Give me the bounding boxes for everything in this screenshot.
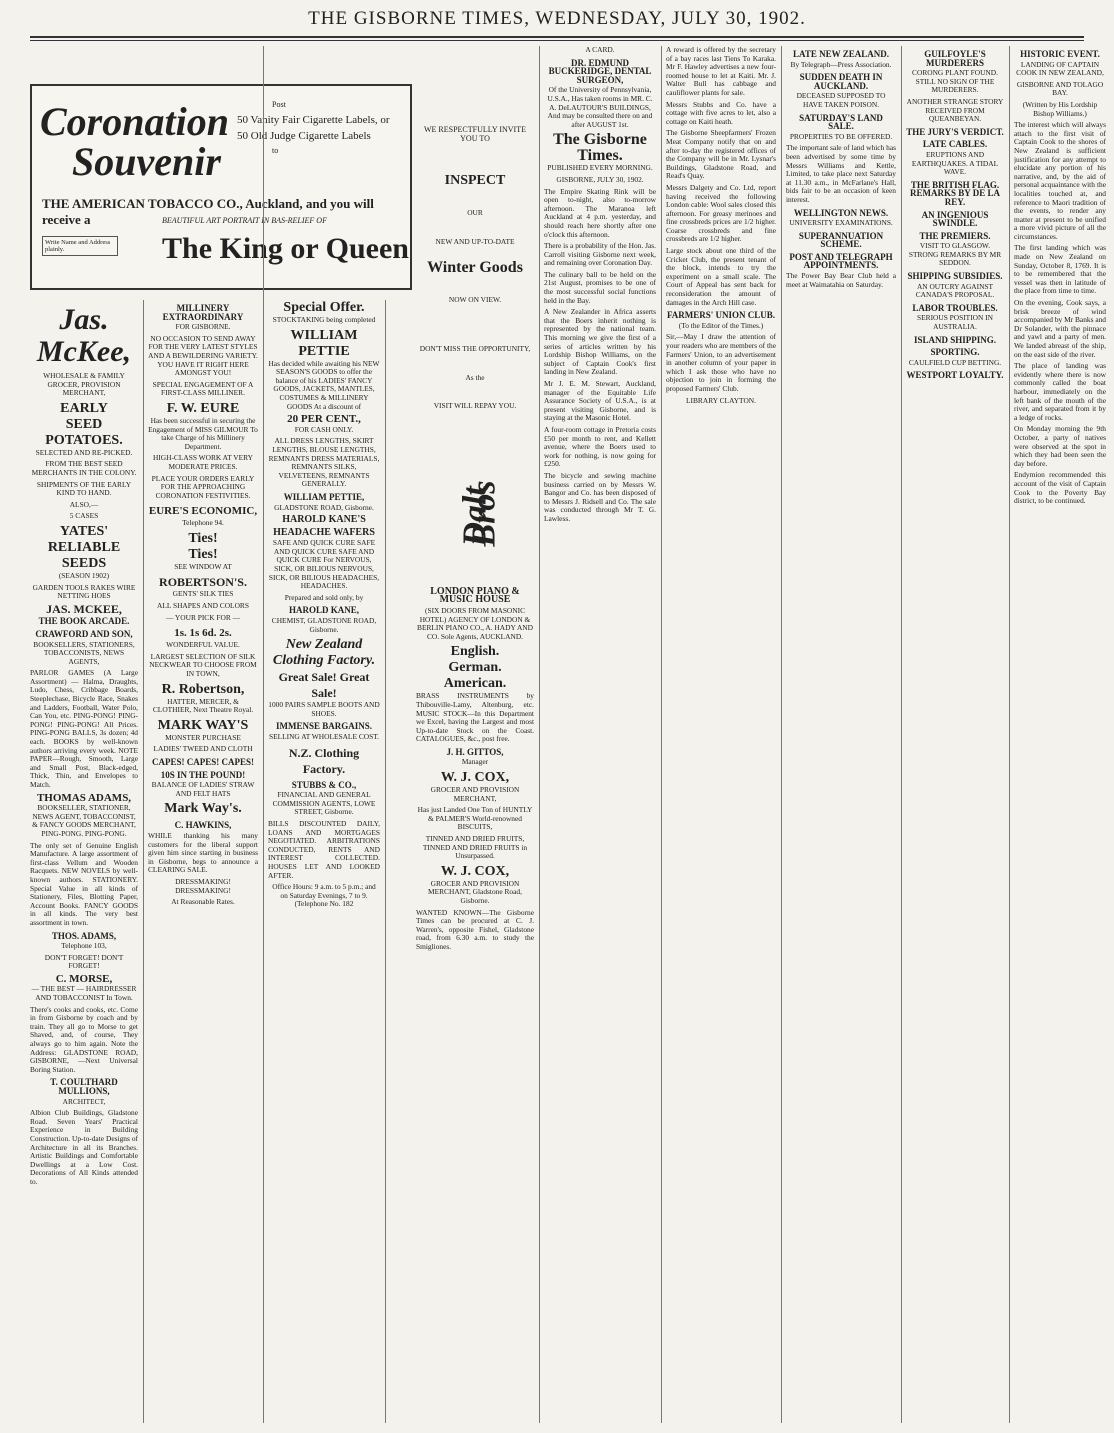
card-label: A CARD. bbox=[585, 46, 615, 54]
millinery-title: MILLINERY EXTRAORDINARY bbox=[162, 303, 244, 322]
mckee-title: Jas. McKee, bbox=[36, 303, 132, 368]
dentist-heading: DR. EDMUND BUCKERIDGE, DENTAL SURGEON, bbox=[548, 57, 652, 85]
stubbs-body: BILLS DISCOUNTED DAILY, LOANS AND MORTGAGES NEGOTIATED. ARBITRATIONS CONDUCTED, RENTS AND INTEREST COLLECTED. HOUSES LET AND LOOKED AFTER. bbox=[268, 818, 380, 880]
caulfield-line: CAULFIELD CUP BETTING. bbox=[908, 357, 1002, 367]
news-para-2: Messrs Stubbs and Co. have a cottage with five acres to let, also a cottage on Kaiti heath. bbox=[666, 99, 776, 126]
sudden-death-heading: SUDDEN DEATH IN AUCKLAND. bbox=[799, 72, 883, 91]
thomas-adams-body: The only set of Genuine English Manufacture. A large assortment of first-class Vellum and Wooden Racquets. NEW NOVELS by well-known authors. STATIONERY. Special Value in all kinds of Stationery, Files, Blotting Paper, Account Books. FANCY GOODS in all kinds. The very best assortment in town. bbox=[30, 840, 138, 927]
history-para-5: On Monday morning the 9th October, a party of natives were observed at the spot in which they had been seen the day before. bbox=[1014, 424, 1106, 468]
cases-line: 5 CASES bbox=[69, 511, 99, 521]
masthead: THE GISBORNE TIMES, WEDNESDAY, JULY 30, 1902. bbox=[308, 8, 806, 29]
news-para-7: The bicycle and sewing machine business carried on by Messrs W. Bangor and Co. has been disposed of to Messrs J. Ridsell and Co. The sale was conducted through Mr T. G. Lawless. bbox=[544, 470, 656, 523]
masthead-rule bbox=[30, 36, 1084, 38]
column-2 bbox=[148, 300, 258, 1423]
wellington-news-heading: WELLINGTON NEWS. bbox=[793, 207, 889, 218]
column-divider bbox=[901, 46, 902, 1423]
mullions-heading: T. COULTHARD MULLIONS, bbox=[50, 1077, 118, 1096]
cox-footer: GROCER AND PROVISION MERCHANT, Gladstone Road, Gisborne. bbox=[428, 878, 522, 905]
news-para-5: Mr J. E. M. Stewart, Auckland, manager of the Equitable Life Assurance Society of U.S.A., is at present visiting Gisborne, and is staying at the Masonic Hotel. bbox=[544, 379, 656, 423]
landing-line: LANDING OF CAPTAIN COOK IN NEW ZEALAND, bbox=[1016, 59, 1104, 78]
dentist-body: Of the University of Pennsylvania, U.S.A., Has taken rooms in MR. C. A. DeLAUTOUR'S BUILDINGS, And may be consulted there on and after AUGUST 1st. bbox=[547, 85, 653, 129]
written-by: (Written by His Lordship Bishop Williams.) bbox=[1022, 99, 1098, 118]
column-3 bbox=[268, 300, 380, 1423]
gittos-manager: Manager bbox=[461, 757, 489, 767]
gisborne-tologa: GISBORNE AND TOLAGO BAY. bbox=[1016, 79, 1104, 98]
news-para-3: The Gisborne Sheepfarmers' Frozen Meat Company notify that on and after to-day the registered offices of the Company will be in Mr. Lysnar's Buildings, Gladstone Road, and Read's Quay. bbox=[666, 128, 776, 181]
see-window: SEE WINDOW AT bbox=[174, 561, 232, 571]
mullions-body: Albion Club Buildings, Gladstone Road. Seven Years' Practical Experience in Building Construction. Up-to-date Designs of Architecture in all its Branches. Artistic Buildings and Comfortable Dwellings at a Low Cost. Decorations of All Kinds attended to. bbox=[30, 1108, 138, 1186]
winter-goods-heading: Winter Goods bbox=[427, 259, 523, 277]
largest-selection: LARGEST SELECTION OF SILK NECKWEAR TO CHOOSE FROM IN TOWN, bbox=[149, 651, 257, 679]
morse-body: There's cooks and cooks, etc. Come in from Gisborne by coach and by train. They all go to Morse to get Shaved, and, of course, They always go to him again. Note the Address: GLADSTONE ROAD, GISBORNE, —Next Universal Boring Station. bbox=[30, 1004, 138, 1074]
published-line: PUBLISHED EVERY MORNING. bbox=[547, 163, 653, 173]
island-shipping: ISLAND SHIPPING. bbox=[913, 334, 996, 345]
column-divider bbox=[539, 46, 540, 1423]
ties-1: Ties! bbox=[188, 530, 218, 546]
discount-line: 20 PER CENT., bbox=[287, 413, 361, 426]
column-divider bbox=[143, 300, 144, 1423]
prepared-line: Prepared and sold only, by bbox=[284, 592, 364, 602]
wanted-known: WANTED KNOWN—The Gisborne Times can be procured at C. J. Warren's, opposite Fishel, Gladstone road, from 6.30 a.m. to study the Smigliones. bbox=[416, 907, 534, 951]
great-sale: Great Sale! Great Sale! bbox=[278, 670, 370, 701]
place-orders: PLACE YOUR ORDERS EARLY FOR THE APPROACHING CORONATION FESTIVITIES. bbox=[151, 473, 255, 500]
early-heading: EARLY bbox=[60, 400, 108, 416]
wafers-body: SAFE AND QUICK CURE SAFE AND QUICK CURE SAFE AND QUICK CURE For NERVOUS, SICK, OR BILIOUS NERVOUS, SICK, OR BILIOUS HEADACHES, HEADACHES. bbox=[268, 538, 380, 591]
news-para-3: The culinary ball to be held on the 21st August, promises to be one of the most successful social functions held in the Bay. bbox=[544, 269, 656, 305]
balance-hats: BALANCE OF LADIES' STRAW AND FELT HATS bbox=[151, 780, 255, 798]
column-divider bbox=[661, 46, 662, 1423]
gladstone-road: GLADSTONE ROAD, Gisborne. bbox=[274, 502, 374, 512]
sporting-heading: SPORTING. bbox=[930, 347, 980, 358]
history-para-4: The place of landing was evidently where there is now commonly called the boat harbour, immediately on the left bank of the mouth of the river, and separated from it by a ledge of rocks. bbox=[1014, 361, 1106, 422]
from-line: FROM THE BEST SEED MERCHANTS IN THE COLONY. bbox=[31, 459, 137, 477]
cox-sub: GROCER AND PROVISION MERCHANT, bbox=[430, 785, 520, 803]
column-5 bbox=[544, 46, 656, 1423]
eure-heading: F. W. EURE bbox=[166, 400, 240, 416]
column-7 bbox=[786, 46, 896, 1423]
guilfoyle-sub: CORONG PLANT FOUND. STILL NO SIGN OF THE MURDERERS. bbox=[912, 68, 998, 95]
crawford-heading: CRAWFORD AND SON, bbox=[35, 628, 133, 639]
column-divider bbox=[385, 300, 386, 1423]
portrait-line: BEAUTIFUL ART PORTRAIT IN BAS-RELIEF OF bbox=[162, 216, 327, 225]
dont-miss: DON'T MISS THE OPPORTUNITY, bbox=[419, 343, 531, 353]
to-label: to bbox=[272, 146, 279, 155]
column-9 bbox=[1014, 46, 1106, 1423]
crawford-body: PARLOR GAMES (A Large Assortment) — Halma, Draughts, Ludo, Chess, Cribbage Boards, Steeplechase, Bicycle Race, Snakes and Ladders, Football, Water Polo, Can You, etc. PING-PONG! PING-PONG! PING-PONG! All Prices. PING-PONG BALLS, 3s dozen; 4d each. BOOKS by well-known authors arriving every week. NOTE PAPER—Rough, Smooth, Large and Small Post, Black-edged, Thick, Thin, and Envelopes to Match. bbox=[30, 668, 138, 789]
ladies-tweed: LADIES' TWEED AND CLOTH bbox=[153, 744, 253, 754]
another-story: ANOTHER STRANGE STORY RECEIVED FROM QUEANBEYAN. bbox=[906, 96, 1004, 124]
mullions-sub: ARCHITECT, bbox=[62, 1096, 106, 1106]
deceased-line: DECEASED SUPPOSED TO HAVE TAKEN POISON. bbox=[796, 91, 886, 109]
land-body: The important sale of land which has been advertised by some time by Messrs Williams and Kettle, Limited, to take place next Saturday at 11.30 a.m., in McFarlane's Hall, bids fair to be an occasion of keen interest. bbox=[786, 143, 896, 204]
sample-boots: 1000 PAIRS SAMPLE BOOTS AND SHOES. bbox=[268, 700, 380, 718]
history-para-6: Endymion recommended this account of the visit of Captain Cook to the Poverty Bay district, to be continued. bbox=[1014, 470, 1106, 506]
news-para-1: A reward is offered by the secretary of a bay races last Tiens To Karaka. Mr F. Hawley advertises a new four-roomed house to let at Kaiti. Mr. J. Walter Bull has cabbage and cauliflower plants for sale. bbox=[666, 46, 776, 97]
coronation-title: Coronation bbox=[40, 99, 229, 144]
souvenir-title: Souvenir bbox=[72, 139, 221, 184]
wj-cox-footer: W. J. COX, bbox=[440, 863, 510, 879]
seed-potatoes-heading: SEED POTATOES. bbox=[45, 416, 123, 448]
monster-purchase: MONSTER PURCHASE bbox=[165, 732, 241, 742]
r-robertson-heading: R. Robertson, bbox=[161, 681, 245, 697]
inspect-heading: INSPECT bbox=[444, 173, 506, 189]
farmers-union-heading: FARMERS' UNION CLUB. bbox=[666, 310, 776, 321]
thomas-telephone: Telephone 103, bbox=[61, 941, 107, 951]
masthead-rule-thin bbox=[30, 40, 1084, 41]
superannuation-heading: SUPERANNUATION SCHEME. bbox=[798, 230, 884, 250]
vertical-logo-area bbox=[416, 414, 534, 584]
column-1 bbox=[30, 300, 138, 1423]
column-divider bbox=[781, 46, 782, 1423]
write-name-note: Write Name and Address plainly. bbox=[42, 236, 118, 256]
shipping-subsidies: SHIPPING SUBSIDIES. bbox=[907, 271, 1003, 282]
history-para-3: On the evening, Cook says, a brisk breeze of wind accompanied by Mr Banks and Dr Solander, with the pinnace and yawl and a party of men. We landed abreast of the ship, on the east side of the river. bbox=[1014, 298, 1106, 359]
news-para-4: Messrs Dalgety and Co. Ltd, report having received the following London cable: Wool sales closed this afternoon. For greasy merinoes and fine crossbreds prices are 1/2 higher. Coarse crossbreds and fine crossbreds are 1/2 higher. bbox=[666, 182, 776, 244]
wonderful-value: WONDERFUL VALUE. bbox=[166, 640, 240, 650]
music-body: BRASS INSTRUMENTS by Thibouville-Lamy, Altenburg, etc. MUSIC STOCK—In this Department we Excel, having the Largest and most Up-to-date Stock on the Coast. CATALOGUES, &c., post free. bbox=[416, 691, 534, 744]
william-pettie-footer: WILLIAM PETTIE, bbox=[283, 491, 365, 502]
column-4 bbox=[416, 46, 534, 1423]
yates-heading: YATES' bbox=[59, 523, 109, 539]
signature: LIBRARY CLAYTON. bbox=[686, 395, 756, 405]
cox-body: Has just Landed One Ton of HUNTLY & PALMER'S World-renowned BISCUITS, bbox=[417, 805, 533, 832]
mckee-sub: WHOLESALE & FAMILY GROCER, PROVISION MERCHANT, bbox=[43, 371, 125, 398]
university-line: UNIVERSITY EXAMINATIONS. bbox=[789, 218, 893, 228]
office-hours: Office Hours: 9 a.m. to 5 p.m.; and on Saturday Evenings, 7 to 9. (Telephone No. 182 bbox=[272, 882, 376, 909]
date-line: GISBORNE, JULY 30, 1902. bbox=[556, 174, 644, 184]
morse-heading: C. MORSE, bbox=[55, 972, 113, 985]
shipping-sub: AN OUTCRY AGAINST CANADA'S PROPOSAL. bbox=[915, 281, 995, 300]
special-offer-heading: Special Offer. bbox=[283, 300, 365, 315]
book-arcade-heading: THE BOOK ARCADE. bbox=[38, 616, 130, 627]
mark-ways-footer: Mark Way's. bbox=[164, 801, 242, 817]
also-list: ALL DRESS LENGTHS, SKIRT LENGTHS, BLOUSE LENGTHS, REMNANTS DRESS MATERIALS, REMNANTS SILKS, VELVETEENS, REMNANTS GENERALLY. bbox=[268, 436, 380, 489]
king-queen-title: The King or Queen bbox=[162, 232, 409, 265]
selling-cost: SELLING AT WHOLESALE COST. bbox=[268, 732, 380, 741]
morse-sub: — THE BEST — HAIRDRESSER AND TOBACCONIST In Town. bbox=[31, 984, 137, 1003]
column-divider bbox=[263, 46, 264, 1423]
special-engagement: SPECIAL ENGAGEMENT OF A FIRST-CLASS MILLINER. bbox=[152, 379, 254, 398]
high-class: HIGH-CLASS WORK AT VERY MODERATE PRICES. bbox=[153, 453, 253, 471]
properties-line: PROPERTIES TO BE OFFERED. bbox=[789, 131, 893, 141]
old-judge-line: 50 Old Judge Cigarette Labels bbox=[237, 130, 371, 142]
new-and-line: NEW AND UP-TO-DATE bbox=[435, 236, 515, 246]
mckee-footer: JAS. MCKEE, bbox=[46, 601, 122, 616]
eure-body: Has been successful in securing the Engagement of MISS GILMOUR To take Charge of his Millinery Department. bbox=[148, 415, 258, 451]
your-pick: — YOUR PICK FOR — bbox=[165, 612, 241, 622]
also-line: ALSO,— bbox=[69, 499, 99, 509]
post-telegraph-heading: POST AND TELEGRAPH APPOINTMENTS. bbox=[789, 251, 893, 271]
millinery-body: NO OCCASION TO SEND AWAY FOR THE VERY LATEST STYLES AND A BEWILDERING VARIETY. YOU HAVE IT RIGHT HERE AMONGST YOU! bbox=[148, 333, 258, 378]
all-shapes: ALL SHAPES AND COLORS bbox=[157, 601, 249, 611]
column-8 bbox=[906, 46, 1004, 1423]
wj-cox-heading: W. J. COX, bbox=[440, 770, 510, 786]
mark-way-heading: MARK WAY'S bbox=[157, 717, 249, 733]
visit-glasgow: VISIT TO GLASGOW. STRONG REMARKS BY MR SEDDON. bbox=[908, 241, 1002, 268]
premiers-heading: THE PREMIERS. bbox=[919, 230, 991, 241]
harold-kane-footer: HAROLD KANE, bbox=[288, 605, 359, 616]
thos-adams-footer: THOS. ADAMS, bbox=[51, 930, 117, 941]
news-para-6: A four-room cottage in Pretoria costs £50 per month to rent, and Kellett avenue, where the Boers used to work for nothing, is now going for £250. bbox=[544, 424, 656, 469]
immense-bargains: IMMENSE BARGAINS. bbox=[275, 721, 372, 732]
stocktaking-line: STOCKTAKING being completed bbox=[272, 315, 376, 324]
historic-event-heading: HISTORIC EVENT. bbox=[1020, 49, 1100, 59]
ingenious-swindle: AN INGENIOUS SWINDLE. bbox=[921, 209, 989, 229]
gents-silk-ties: GENTS' SILK TIES bbox=[172, 589, 234, 599]
tinned-fruits: TINNED AND DRIED FRUITS, TINNED AND DRIED FRUITS in Unsurpassed. bbox=[422, 834, 528, 861]
selected-line: SELECTED AND RE-PICKED. bbox=[35, 447, 133, 457]
late-nz-heading: LATE NEW ZEALAND. bbox=[793, 49, 889, 59]
jury-verdict: THE JURY'S VERDICT. bbox=[906, 126, 1004, 137]
dont-forget: DON'T FORGET! DON'T FORGET! bbox=[44, 952, 124, 971]
ties-2: Ties! bbox=[188, 546, 218, 562]
farmers-sub: (To the Editor of the Times.) bbox=[678, 320, 764, 330]
german-heading: German. bbox=[448, 660, 502, 676]
post-label: Post bbox=[272, 100, 286, 109]
column-6 bbox=[666, 46, 776, 1423]
saturday-land-sale: SATURDAY'S LAND SALE. bbox=[799, 112, 883, 132]
crawford-sub: BOOKSELLERS, STATIONERS, TOBACCONISTS, NEWS AGENTS, bbox=[33, 639, 135, 666]
reasonable-rates: At Reasonable Rates. bbox=[171, 897, 235, 907]
robertsons-heading: ROBERTSON'S. bbox=[159, 575, 247, 590]
chemist-line: CHEMIST, GLADSTONE ROAD, Gisborne. bbox=[271, 616, 377, 634]
visit-repay: VISIT WILL REPAY YOU. bbox=[433, 401, 517, 411]
shipments-line: SHIPMENTS OF THE EARLY KIND TO HAND. bbox=[36, 479, 132, 498]
coronation-souvenir-ad bbox=[30, 84, 412, 290]
hatter-line: HATTER, MERCER, & CLOTHIER, Next Theatre Royal. bbox=[152, 696, 254, 715]
by-telegraph: By Telegraph—Press Association. bbox=[790, 59, 892, 69]
london-piano-heading: LONDON PIANO & MUSIC HOUSE bbox=[430, 585, 520, 606]
our-line: OUR bbox=[467, 208, 483, 218]
now-on-view: NOW ON VIEW. bbox=[448, 295, 502, 305]
earthquakes-line: ERUPTIONS AND EARTHQUAKES. A TIDAL WAVE. bbox=[911, 149, 999, 177]
as-the: As the bbox=[465, 372, 485, 382]
tie-prices: 1s. 1s 6d. 2s. bbox=[174, 627, 232, 640]
garden-tools-line: GARDEN TOOLS RAKES WIRE NETTING HOES bbox=[32, 582, 136, 601]
pettie-heading: PETTIE bbox=[298, 343, 350, 359]
news-para-5: Large stock about one third of the Cricket Club, the present tenant of the block, intends to try the experiment on a small scale. The Court of Appeal has sent back for reconsideration the amount of damages in the Arch Hill case. bbox=[666, 246, 776, 307]
news-para-1: The Empire Skating Rink will be open to-night, also to-morrow afternoon. The Maranoa left Auckland at 4 p.m. yesterday, and should reach here shortly after one o'clock this afternoon. bbox=[544, 186, 656, 239]
reliable-seeds-heading: RELIABLE SEEDS bbox=[47, 539, 121, 571]
history-para-1: The interest which will always attach to the first visit of Captain Cook to the shores of New Zealand is sufficient justification for any attempt to elucidate any portion of his narrative, and, by the aid of personal acquaintance with the localities touched at, and reference to Maori tradition of the events, to render any matter at present to be unified a more vivid picture of all the circumstances. bbox=[1014, 120, 1106, 241]
eures-economic: EURE'S ECONOMIC, bbox=[148, 505, 258, 518]
nz-clothing-footer: N.Z. Clothing Factory. bbox=[288, 745, 360, 776]
pettie-body: Has decided while awaiting his NEW SEASON'S GOODS to offer the balance of his LADIES' FANCY GOODS, JACKETS, MANTLES, COSTUMES & MILLINERY GOODS At a discount of bbox=[268, 358, 380, 411]
harold-kane-heading: HAROLD KANE'S bbox=[282, 514, 366, 526]
stubbs-sub: FINANCIAL AND GENERAL COMMISSION AGENTS, LOWE STREET, Gisborne. bbox=[272, 790, 376, 817]
season-line: (SEASON 1902) bbox=[58, 570, 110, 580]
nz-clothing-heading: New Zealand Clothing Factory. bbox=[272, 637, 376, 669]
american-tobacco-line: THE AMERICAN TOBACCO CO., Auckland, and you will receive a bbox=[42, 196, 374, 227]
thomas-adams-heading: THOMAS ADAMS, bbox=[36, 791, 132, 804]
vanity-fair-line: 50 Vanity Fair Cigarette Labels, or bbox=[237, 114, 390, 126]
dalt-bros-logo: Dalt Bros bbox=[456, 480, 502, 547]
column-divider bbox=[1009, 46, 1010, 1423]
american-heading: American. bbox=[443, 676, 507, 692]
labor-sub: SERIOUS POSITION IN AUSTRALIA. bbox=[917, 313, 993, 332]
gittos-heading: J. H. GITTOS, bbox=[446, 746, 504, 757]
ten-in-pound: 10S IN THE POUND! bbox=[160, 769, 246, 780]
hawkins-body: WHILE thanking his many customers for the liberal support given him since starting in business in Gisborne, begs to announce a CLEARING SALE. bbox=[148, 830, 258, 875]
late-cables-heading: LATE CABLES. bbox=[922, 139, 988, 150]
history-para-2: The first landing which was made on New Zealand on Sunday, October 8, 1769. It is to be remembered that the vessel was then in latitude of the place from time to time. bbox=[1014, 243, 1106, 296]
hawkins-heading: C. HAWKINS, bbox=[174, 820, 232, 831]
guilfoyle-heading: GUILFOYLE'S MURDERERS bbox=[924, 49, 986, 68]
london-piano-body: (SIX DOORS FROM MASONIC HOTEL) AGENCY OF LONDON & BERLIN PIANO CO., A. HADY AND CO. Sole Agents, AUCKLAND. bbox=[417, 605, 533, 641]
respect-line: WE RESPECTFULLY INVITE YOU TO bbox=[423, 125, 526, 143]
westport-loyalty: WESTPORT LOYALTY. bbox=[906, 370, 1004, 381]
british-flag: THE BRITISH FLAG. REMARKS BY DE LA REY. bbox=[910, 179, 1000, 207]
times-title: The Gisborne Times. bbox=[553, 131, 647, 165]
capes-line: CAPES! CAPES! CAPES! bbox=[151, 757, 254, 767]
labor-troubles: LABOR TROUBLES. bbox=[912, 302, 998, 313]
farmers-body: Sir,—May I draw the attention of your readers who are members of the Farmers' Union, to an advertisement in another column of your paper in which I ask those who have no objection to join in forming the proposed Farmers' Club. bbox=[666, 332, 776, 393]
headache-wafers: HEADACHE WAFERS bbox=[273, 526, 375, 538]
col7-footer: The Power Bay Bear Club held a meet at Waimatahia on Saturday. bbox=[786, 271, 896, 289]
english-heading: English. bbox=[450, 644, 500, 660]
news-para-4: A New Zealander in Africa asserts that the Boers inherit nothing is represented by the national team. This morning we give the first of a series of articles written by his Lordship Bishop Williams, on the subject of Captain Cook's first landing in New Zealand. bbox=[544, 307, 656, 377]
millinery-sub: FOR GISBORNE. bbox=[175, 322, 231, 332]
news-para-2: There is a probability of the Hon. Jas. Carroll visiting Gisborne next week, and remaining over Coronation Day. bbox=[544, 241, 656, 268]
thomas-adams-sub: BOOKSELLER, STATIONER, NEWS AGENT, TOBACCONIST, & FANCY GOODS MERCHANT, PING-PONG. PING-PONG. bbox=[32, 803, 136, 838]
eure-telephone: Telephone 94. bbox=[182, 518, 224, 528]
for-cash: FOR CASH ONLY. bbox=[294, 424, 354, 434]
william-heading: WILLIAM bbox=[290, 327, 358, 343]
dressmaking: DRESSMAKING! DRESSMAKING! bbox=[175, 876, 231, 895]
stubbs-heading: STUBBS & CO., bbox=[291, 779, 357, 790]
